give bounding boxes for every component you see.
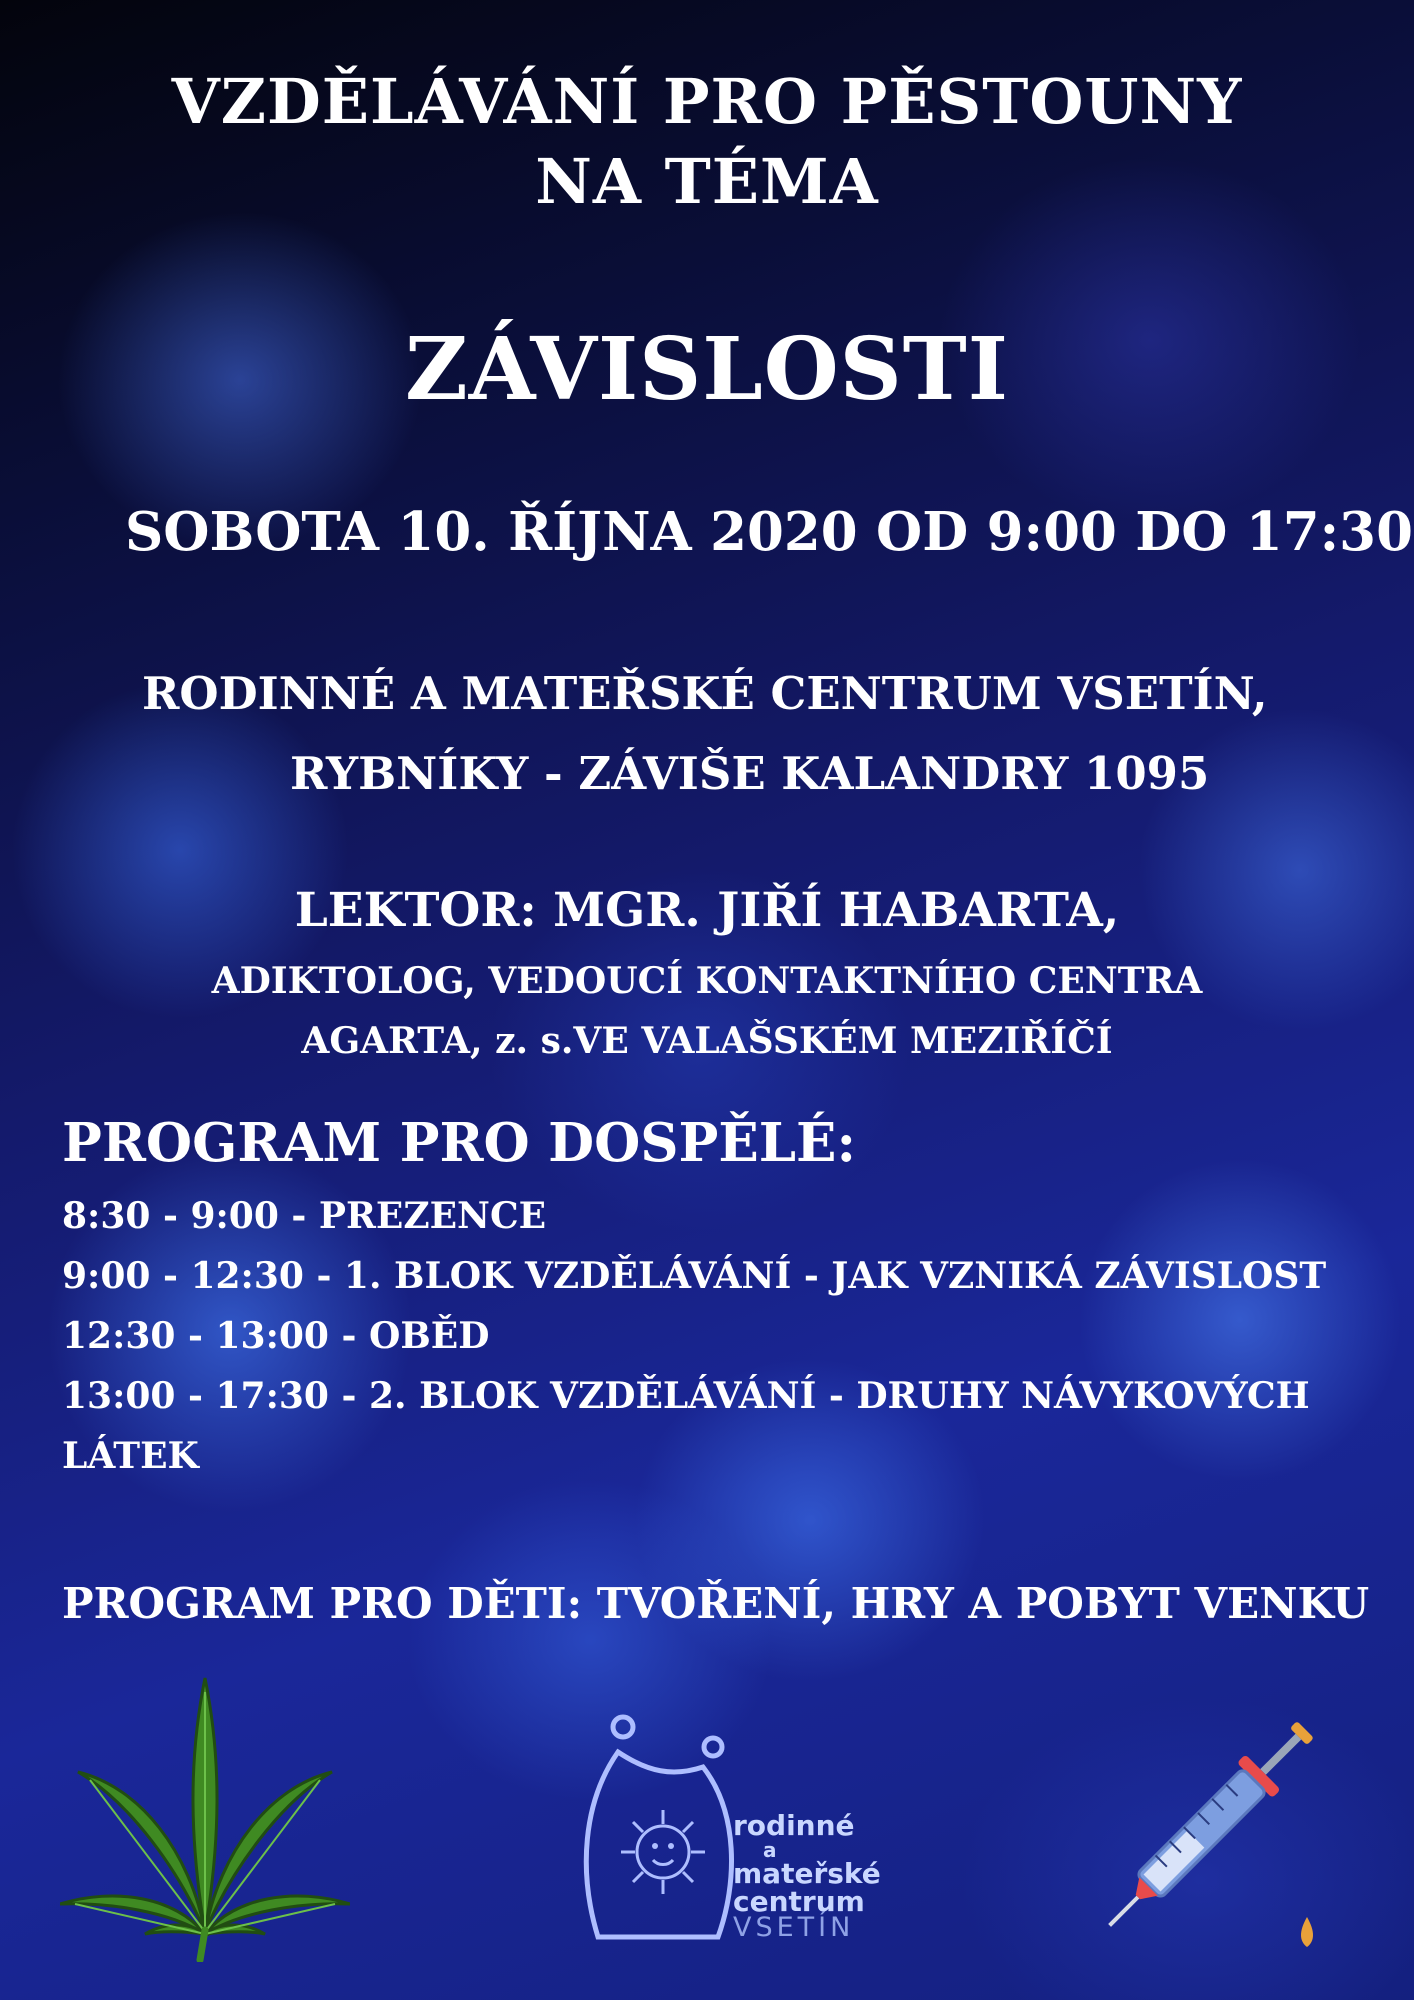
logo-text-5: VSETÍN (733, 1912, 855, 1943)
logo-text-3: mateřské (733, 1857, 881, 1890)
lector-role-2: AGARTA, z. s.VE VALAŠSKÉM MEZIŘÍČÍ (301, 1020, 1113, 1062)
program-item: 12:30 - 13:00 - OBĚD (62, 1315, 490, 1357)
program-item: 9:00 - 12:30 - 1. BLOK VZDĚLÁVÁNÍ - JAK VZNIKÁ ZÁVISLOST (62, 1255, 1327, 1297)
logo-text-2: a (763, 1838, 777, 1862)
program-item: LÁTEK (62, 1435, 199, 1477)
title-block (0, 62, 1414, 222)
topic-title: ZÁVISLOSTI (404, 319, 1010, 420)
title-line-1: VZDĚLÁVÁNÍ PRO PĚSTOUNY (171, 65, 1243, 138)
cannabis-leaf-icon (60, 1672, 350, 1962)
logo-text-4: centrum (733, 1885, 865, 1918)
lector-role-1: ADIKTOLOG, VEDOUCÍ KONTAKTNÍHO CENTRA (211, 960, 1203, 1002)
syringe-icon (1085, 1695, 1335, 1960)
lector-name: LEKTOR: MGR. JIŘÍ HABARTA, (294, 883, 1120, 938)
program-adults-heading: PROGRAM PRO DOSPĚLÉ: (62, 1112, 857, 1174)
venue-line-2: RYBNÍKY - ZÁVIŠE KALANDRY 1095 (290, 747, 1210, 800)
program-adults-list (62, 1186, 1327, 1486)
logo-text-1: rodinné (733, 1809, 855, 1842)
program-item: 13:00 - 17:30 - 2. BLOK VZDĚLÁVÁNÍ - DRUHY NÁVYKOVÝCH (62, 1375, 1310, 1417)
program-item: 8:30 - 9:00 - PREZENCE (62, 1195, 547, 1237)
venue-line-1: RODINNÉ A MATEŘSKÉ CENTRUM VSETÍN, (142, 667, 1268, 720)
title-line-2: NA TÉMA (535, 145, 879, 218)
event-date: SOBOTA 10. ŘÍJNA 2020 OD 9:00 DO 17:30 (125, 501, 1413, 563)
program-kids: PROGRAM PRO DĚTI: TVOŘENÍ, HRY A POBYT VENKU (62, 1579, 1370, 1628)
